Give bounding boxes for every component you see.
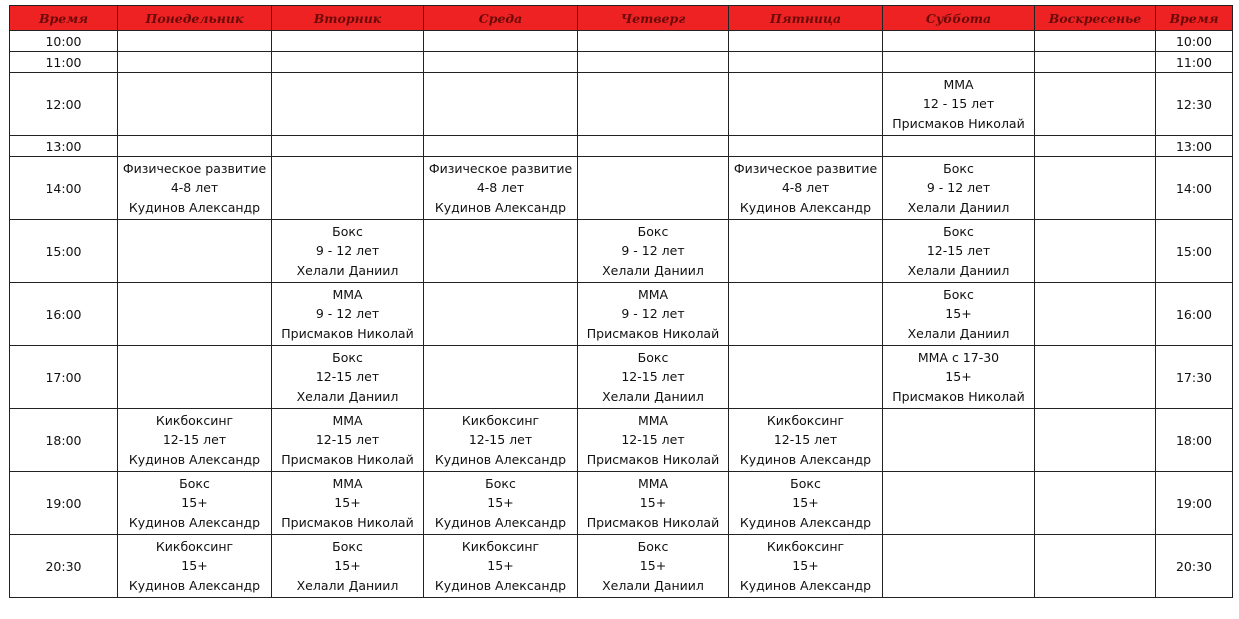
class-name: Бокс (637, 223, 669, 239)
class-cell-thursday (578, 472, 729, 535)
class-cell-monday (118, 136, 272, 157)
time-right-cell: 10:00 (1156, 31, 1233, 52)
class-coach: Хелали Даниил (602, 577, 704, 593)
schedule-table (9, 5, 1233, 598)
class-cell-wednesday (424, 31, 578, 52)
class-cell-tuesday (272, 220, 424, 283)
time-right-cell: 13:00 (1156, 136, 1233, 157)
time-left-cell: 17:00 (10, 346, 118, 409)
class-cell-thursday (578, 283, 729, 346)
class-cell-monday (118, 31, 272, 52)
class-coach: Кудинов Александр (434, 451, 567, 467)
class-age: 12-15 лет (621, 369, 685, 385)
class-age: 9 - 12 лет (315, 306, 380, 322)
class-name: ММА (332, 286, 363, 302)
class-cell-saturday (883, 472, 1035, 535)
class-age: 9 - 12 лет (621, 306, 685, 322)
class-name: Бокс (332, 223, 363, 239)
class-name: ММА с 17-30 (917, 349, 1000, 365)
time-right-cell: 19:00 (1156, 472, 1233, 535)
time-left-cell: 13:00 (10, 136, 118, 157)
time-left-cell: 16:00 (10, 283, 118, 346)
class-cell-friday (729, 136, 883, 157)
class-name: ММА (637, 286, 669, 302)
class-coach: Присмаков Николай (586, 451, 720, 467)
header-wednesday: Среда (424, 6, 578, 31)
header-saturday: Суббота (883, 6, 1035, 31)
header-monday: Понедельник (118, 6, 272, 31)
class-cell-tuesday (272, 136, 424, 157)
class-cell-friday (729, 409, 883, 472)
schedule-body (10, 31, 1233, 598)
class-age: 12-15 лет (621, 432, 685, 448)
class-age: 15+ (487, 558, 514, 574)
class-name: Физическое развитие (428, 160, 573, 176)
class-cell-thursday (578, 52, 729, 73)
class-cell-friday (729, 283, 883, 346)
time-left-cell: 20:30 (10, 535, 118, 598)
class-cell-saturday (883, 52, 1035, 73)
time-right-cell: 18:00 (1156, 409, 1233, 472)
class-coach: Хелали Даниил (907, 325, 1010, 341)
class-cell-sunday (1035, 409, 1156, 472)
class-cell-saturday (883, 157, 1035, 220)
class-coach: Присмаков Николай (892, 115, 1025, 131)
class-name: ММА (943, 76, 974, 92)
class-cell-tuesday (272, 157, 424, 220)
schedule-row (10, 157, 1233, 220)
time-left-cell: 19:00 (10, 472, 118, 535)
class-cell-monday (118, 472, 272, 535)
class-name: Кикбоксинг (766, 538, 845, 554)
class-coach: Кудинов Александр (128, 577, 261, 593)
class-cell-monday (118, 409, 272, 472)
class-coach: Хелали Даниил (296, 577, 399, 593)
class-name: Бокс (637, 349, 669, 365)
class-cell-sunday (1035, 535, 1156, 598)
class-coach: Хелали Даниил (907, 199, 1010, 215)
class-name: Кикбоксинг (155, 538, 234, 554)
class-age: 15+ (945, 306, 972, 322)
class-age: 15+ (639, 495, 667, 511)
class-cell-wednesday (424, 346, 578, 409)
class-coach: Присмаков Николай (892, 388, 1025, 404)
header-thursday: Четверг (578, 6, 729, 31)
time-right-cell: 16:00 (1156, 283, 1233, 346)
class-cell-monday (118, 346, 272, 409)
class-cell-wednesday (424, 73, 578, 136)
class-name: Бокс (485, 475, 516, 491)
class-cell-wednesday (424, 409, 578, 472)
class-age: 9 - 12 лет (926, 180, 991, 196)
class-name: Бокс (790, 475, 821, 491)
class-age: 15+ (487, 495, 514, 511)
class-coach: Хелали Даниил (602, 262, 704, 278)
class-cell-tuesday (272, 52, 424, 73)
class-coach: Присмаков Николай (281, 514, 414, 530)
class-cell-tuesday (272, 73, 424, 136)
class-coach: Хелали Даниил (296, 388, 399, 404)
class-coach: Кудинов Александр (739, 577, 872, 593)
header-time-left: Время (10, 6, 118, 31)
schedule-row (10, 136, 1233, 157)
class-cell-monday (118, 220, 272, 283)
class-cell-friday (729, 346, 883, 409)
class-name: Бокс (332, 538, 363, 554)
class-age: 15+ (181, 558, 208, 574)
schedule-row (10, 73, 1233, 136)
class-age: 15+ (639, 558, 667, 574)
schedule-row (10, 31, 1233, 52)
header-friday: Пятница (729, 6, 883, 31)
class-cell-thursday (578, 157, 729, 220)
class-name: Кикбоксинг (461, 538, 540, 554)
class-cell-thursday (578, 31, 729, 52)
class-cell-thursday (578, 73, 729, 136)
class-cell-thursday (578, 409, 729, 472)
class-cell-sunday (1035, 472, 1156, 535)
class-cell-saturday (883, 136, 1035, 157)
class-cell-friday (729, 472, 883, 535)
class-cell-sunday (1035, 73, 1156, 136)
time-left-cell: 15:00 (10, 220, 118, 283)
header-sunday: Воскресенье (1035, 6, 1156, 31)
class-cell-sunday (1035, 157, 1156, 220)
class-cell-monday (118, 73, 272, 136)
class-coach: Кудинов Александр (434, 514, 567, 530)
header-time-right: Время (1156, 6, 1233, 31)
schedule-row (10, 535, 1233, 598)
class-name: Кикбоксинг (155, 412, 234, 428)
class-name: Физическое развитие (733, 160, 878, 176)
class-name: Кикбоксинг (766, 412, 845, 428)
class-age: 12-15 лет (315, 432, 380, 448)
class-cell-saturday (883, 220, 1035, 283)
class-cell-thursday (578, 220, 729, 283)
class-coach: Кудинов Александр (128, 451, 261, 467)
class-cell-saturday (883, 409, 1035, 472)
class-name: Бокс (637, 538, 669, 554)
class-cell-tuesday (272, 283, 424, 346)
class-cell-thursday (578, 136, 729, 157)
class-name: ММА (637, 412, 669, 428)
class-cell-saturday (883, 283, 1035, 346)
class-age: 15+ (334, 558, 361, 574)
schedule-row (10, 409, 1233, 472)
class-cell-monday (118, 157, 272, 220)
class-cell-tuesday (272, 472, 424, 535)
class-age: 12 - 15 лет (922, 96, 995, 112)
class-name: Кикбоксинг (461, 412, 540, 428)
class-cell-monday (118, 283, 272, 346)
header-tuesday: Вторник (272, 6, 424, 31)
class-cell-friday (729, 157, 883, 220)
class-age: 4-8 лет (476, 180, 525, 196)
class-age: 12-15 лет (773, 432, 838, 448)
class-cell-wednesday (424, 220, 578, 283)
class-cell-sunday (1035, 283, 1156, 346)
schedule-row (10, 283, 1233, 346)
class-coach: Присмаков Николай (586, 325, 720, 341)
time-right-cell: 12:30 (1156, 73, 1233, 136)
class-cell-saturday (883, 31, 1035, 52)
time-left-cell: 14:00 (10, 157, 118, 220)
class-cell-thursday (578, 346, 729, 409)
class-age: 12-15 лет (315, 369, 380, 385)
class-cell-friday (729, 535, 883, 598)
class-coach: Хелали Даниил (602, 388, 704, 404)
class-age: 4-8 лет (170, 180, 219, 196)
class-age: 4-8 лет (781, 180, 830, 196)
class-age: 9 - 12 лет (315, 243, 380, 259)
class-cell-tuesday (272, 409, 424, 472)
class-age: 9 - 12 лет (621, 243, 685, 259)
class-coach: Присмаков Николай (281, 451, 414, 467)
class-cell-monday (118, 535, 272, 598)
class-cell-wednesday (424, 136, 578, 157)
class-cell-tuesday (272, 535, 424, 598)
time-left-cell: 12:00 (10, 73, 118, 136)
class-age: 12-15 лет (926, 243, 991, 259)
class-cell-tuesday (272, 346, 424, 409)
class-age: 15+ (181, 495, 208, 511)
class-coach: Хелали Даниил (907, 262, 1010, 278)
class-name: Бокс (943, 223, 974, 239)
class-cell-tuesday (272, 31, 424, 52)
class-coach: Кудинов Александр (434, 577, 567, 593)
class-coach: Хелали Даниил (296, 262, 399, 278)
class-cell-sunday (1035, 220, 1156, 283)
schedule-row (10, 346, 1233, 409)
class-name: ММА (332, 412, 363, 428)
class-cell-monday (118, 52, 272, 73)
class-coach: Кудинов Александр (434, 199, 567, 215)
class-cell-sunday (1035, 346, 1156, 409)
class-cell-sunday (1035, 31, 1156, 52)
time-right-cell: 11:00 (1156, 52, 1233, 73)
time-left-cell: 18:00 (10, 409, 118, 472)
header-row (10, 6, 1233, 31)
time-right-cell: 15:00 (1156, 220, 1233, 283)
class-coach: Кудинов Александр (128, 199, 261, 215)
time-right-cell: 14:00 (1156, 157, 1233, 220)
time-right-cell: 17:30 (1156, 346, 1233, 409)
class-cell-sunday (1035, 52, 1156, 73)
class-cell-sunday (1035, 136, 1156, 157)
class-name: Бокс (332, 349, 363, 365)
class-name: Бокс (943, 160, 974, 176)
class-cell-friday (729, 220, 883, 283)
time-left-cell: 11:00 (10, 52, 118, 73)
class-age: 12-15 лет (468, 432, 533, 448)
class-cell-wednesday (424, 535, 578, 598)
class-cell-wednesday (424, 52, 578, 73)
class-cell-wednesday (424, 472, 578, 535)
class-name: ММА (332, 475, 363, 491)
class-age: 15+ (792, 495, 819, 511)
class-cell-saturday (883, 73, 1035, 136)
class-name: Бокс (179, 475, 210, 491)
class-coach: Кудинов Александр (739, 451, 872, 467)
class-name: Физическое развитие (122, 160, 267, 176)
time-left-cell: 10:00 (10, 31, 118, 52)
class-cell-friday (729, 73, 883, 136)
class-coach: Кудинов Александр (739, 199, 872, 215)
class-coach: Присмаков Николай (281, 325, 414, 341)
class-cell-friday (729, 52, 883, 73)
class-coach: Кудинов Александр (128, 514, 261, 530)
class-age: 12-15 лет (162, 432, 227, 448)
time-right-cell: 20:30 (1156, 535, 1233, 598)
class-age: 15+ (792, 558, 819, 574)
class-coach: Присмаков Николай (586, 514, 720, 530)
class-age: 15+ (945, 369, 972, 385)
schedule-row (10, 220, 1233, 283)
class-cell-saturday (883, 346, 1035, 409)
class-cell-saturday (883, 535, 1035, 598)
class-age: 15+ (334, 495, 361, 511)
class-cell-friday (729, 31, 883, 52)
class-cell-thursday (578, 535, 729, 598)
class-cell-wednesday (424, 157, 578, 220)
class-name: ММА (637, 475, 669, 491)
class-cell-wednesday (424, 283, 578, 346)
class-coach: Кудинов Александр (739, 514, 872, 530)
schedule-row (10, 52, 1233, 73)
schedule-row (10, 472, 1233, 535)
class-name: Бокс (943, 286, 974, 302)
